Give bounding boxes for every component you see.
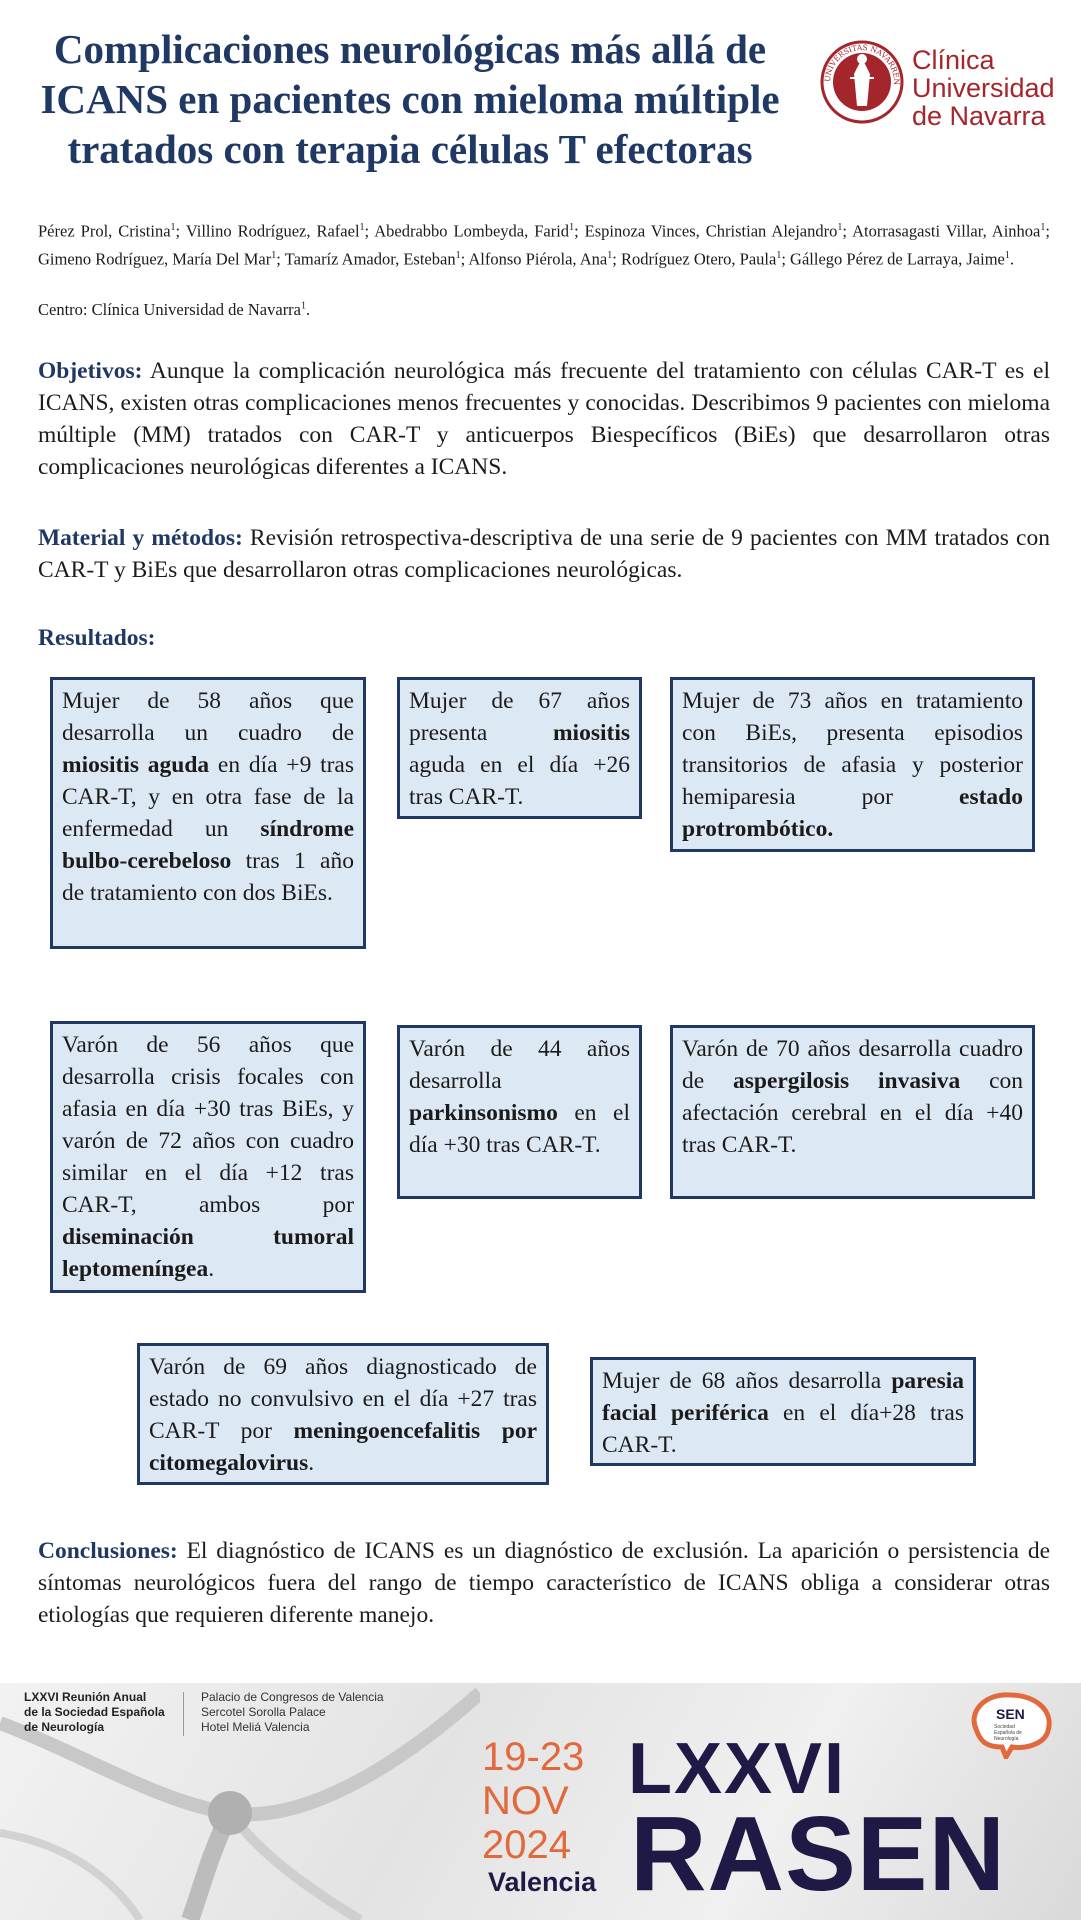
objetivos-text: Aunque la complicación neurológica más frecuente del tratamiento con células CAR-T es el ICANS, existen otras complicaciones menos frecuentes y conocidas. Describimos 9 pacientes con mieloma múltiple (MM) tratados con CAR-T y anticuerpos Biespecíficos (BiEs) que desarrollaron otras complicaciones neurológicas diferentes a ICANS.	[38, 358, 1050, 480]
case-text: Varón de 70 años desarrolla cuadro de	[682, 1036, 1023, 1094]
case-text: en el día +30 tras CAR-T.	[409, 1100, 630, 1158]
author-name: Alfonso Piérola, Ana	[468, 249, 608, 268]
metodos-label: Material y métodos:	[38, 525, 243, 551]
poster-title	[20, 24, 800, 174]
resultados-label: Resultados:	[38, 625, 156, 651]
venue-list: Palacio de Congresos de Valencia Sercotel Sorolla Palace Hotel Meliá Valencia	[201, 1690, 384, 1734]
seal-text: UNIVERSITAS NAVARREN	[822, 42, 902, 86]
case-highlight: estado protrombótico.	[682, 784, 1023, 842]
case-highlight: meningoencefalitis por citomegalovirus	[149, 1418, 538, 1476]
case-highlight: parkinsonismo	[409, 1100, 558, 1126]
metodos-text: Revisión retrospectiva-descriptiva de una serie de 9 pacientes con MM tratados con CAR-T y BiEs que desarrollaron otras complicaciones neurológicas.	[38, 525, 1050, 583]
case-text: Mujer de 73 años en tratamiento con BiEs, presenta episodios transitorios de afasia y posterior hemiparesia por	[682, 688, 1023, 810]
metodos-section	[38, 522, 1050, 586]
conclusiones-text: El diagnóstico de ICANS es un diagnóstico de exclusión. La aparición o persistencia de síntomas neurológicos fuera del rango de tiempo característico de ICANS obliga a considerar otras etiologías que requieren diferente manejo.	[38, 1538, 1050, 1628]
case-box-4	[50, 1021, 366, 1293]
sen-logo: SEN	[996, 1706, 1025, 1722]
sen-subtitle: Sociedad Española de Neurología	[994, 1724, 1022, 1742]
case-box-1	[50, 677, 366, 949]
conclusiones-label: Conclusiones:	[38, 1538, 178, 1564]
author-name: Villino Rodríguez, Rafael	[185, 221, 360, 241]
case-box-2	[397, 677, 642, 819]
case-highlight: paresia facial periférica	[602, 1368, 964, 1426]
cun-logo-text: Clínica Universidad de Navarra	[912, 45, 1055, 131]
congress-banner	[0, 1683, 1081, 1920]
author-name: Gimeno Rodríguez, María Del Mar	[38, 249, 272, 268]
author-name: Atorrasagasti Villar, Ainhoa	[852, 221, 1041, 241]
case-highlight: miositis aguda	[62, 752, 210, 778]
case-highlight: síndrome bulbo-cerebeloso	[62, 816, 354, 874]
event-edition: LXXVI	[628, 1729, 847, 1809]
title-line: ICANS en pacientes con mieloma múltiple	[40, 76, 780, 122]
case-text: Mujer de 67 años presenta	[409, 688, 630, 746]
case-highlight: aspergilosis invasiva	[732, 1068, 961, 1094]
case-text: en el día+28 tras CAR-T.	[602, 1400, 964, 1458]
banner-divider	[183, 1692, 184, 1736]
conclusiones-section	[38, 1535, 1050, 1631]
objetivos-section	[38, 355, 1050, 483]
case-text: con afectación cerebral en el día +40 tras CAR-T.	[682, 1068, 1023, 1158]
author-name: Abedrabbo Lombeyda, Farid	[374, 221, 570, 241]
case-box-3	[670, 677, 1035, 852]
case-text: Mujer de 58 años que desarrolla un cuadro de	[62, 688, 354, 746]
case-text: tras 1 año de tratamiento con dos BiEs.	[62, 848, 354, 906]
case-box-8	[590, 1357, 976, 1466]
university-seal-icon	[820, 34, 910, 134]
author-name: Espinoza Vinces, Christian Alejandro	[584, 221, 838, 241]
resultados-section	[38, 622, 1050, 654]
author-name: Tamaríz Amador, Esteban	[284, 249, 456, 268]
case-box-7	[137, 1343, 549, 1485]
objetivos-label: Objetivos:	[38, 358, 143, 384]
title-line: tratados con terapia células T efectoras	[67, 126, 753, 172]
case-box-5	[397, 1025, 642, 1199]
case-highlight: diseminación tumoral leptomeníngea	[62, 1224, 354, 1282]
event-name: RASEN	[630, 1795, 1007, 1913]
event-dates: 19-23 NOV 2024	[482, 1735, 585, 1867]
case-highlight: miositis	[552, 720, 630, 746]
case-text: Varón de 56 años que desarrolla crisis focales con afasia en día +30 tras BiEs, y varón de 72 años con cuadro similar en el día +12 tras CAR-T, ambos por	[62, 1032, 354, 1218]
congress-name: LXXVI Reunión Anual de la Sociedad Española de Neurología	[24, 1690, 165, 1734]
title-line: Complicaciones neurológicas más allá de	[53, 26, 767, 72]
case-text: .	[308, 1450, 315, 1476]
case-text: Mujer de 68 años desarrolla	[602, 1368, 892, 1394]
author-list: Pérez Prol, Cristina$^1$; Villino Rodríguez, Rafael$^1$; Abedrabbo Lombeyda, Farid$^1$; Espinoza Vinces, Christian Alejandro$^1$; Atorrasagasti Villar, Ainhoa$^1$; Gimeno Rodríguez, María Del Mar$^1$; Tamaríz Amador, Esteban$^1$; Alfonso Piérola, Ana$^1$; Rodríguez Otero, Paula$^1$; Gállego Pérez de Larraya, Jaime$^1$.	[38, 221, 1050, 268]
case-text: Varón de 44 años desarrolla	[409, 1036, 630, 1094]
case-box-6	[670, 1025, 1035, 1199]
case-text: .	[208, 1256, 215, 1282]
case-text: aguda en el día +26 tras CAR-T.	[409, 752, 630, 810]
case-text: Varón de 69 años diagnosticado de estado no convulsivo en el día +27 tras CAR-T por	[149, 1354, 537, 1444]
author-name: Pérez Prol, Cristina	[38, 221, 171, 241]
event-city: Valencia	[488, 1867, 597, 1897]
author-name: Gállego Pérez de Larraya, Jaime	[790, 249, 1005, 268]
affiliation: Centro: Clínica Universidad de Navarra$^1$.	[38, 300, 311, 319]
case-text: en día +9 tras CAR-T, y en otra fase de la enfermedad un	[62, 752, 354, 842]
cun-logo	[820, 34, 1060, 144]
author-name: Rodríguez Otero, Paula	[620, 249, 777, 268]
